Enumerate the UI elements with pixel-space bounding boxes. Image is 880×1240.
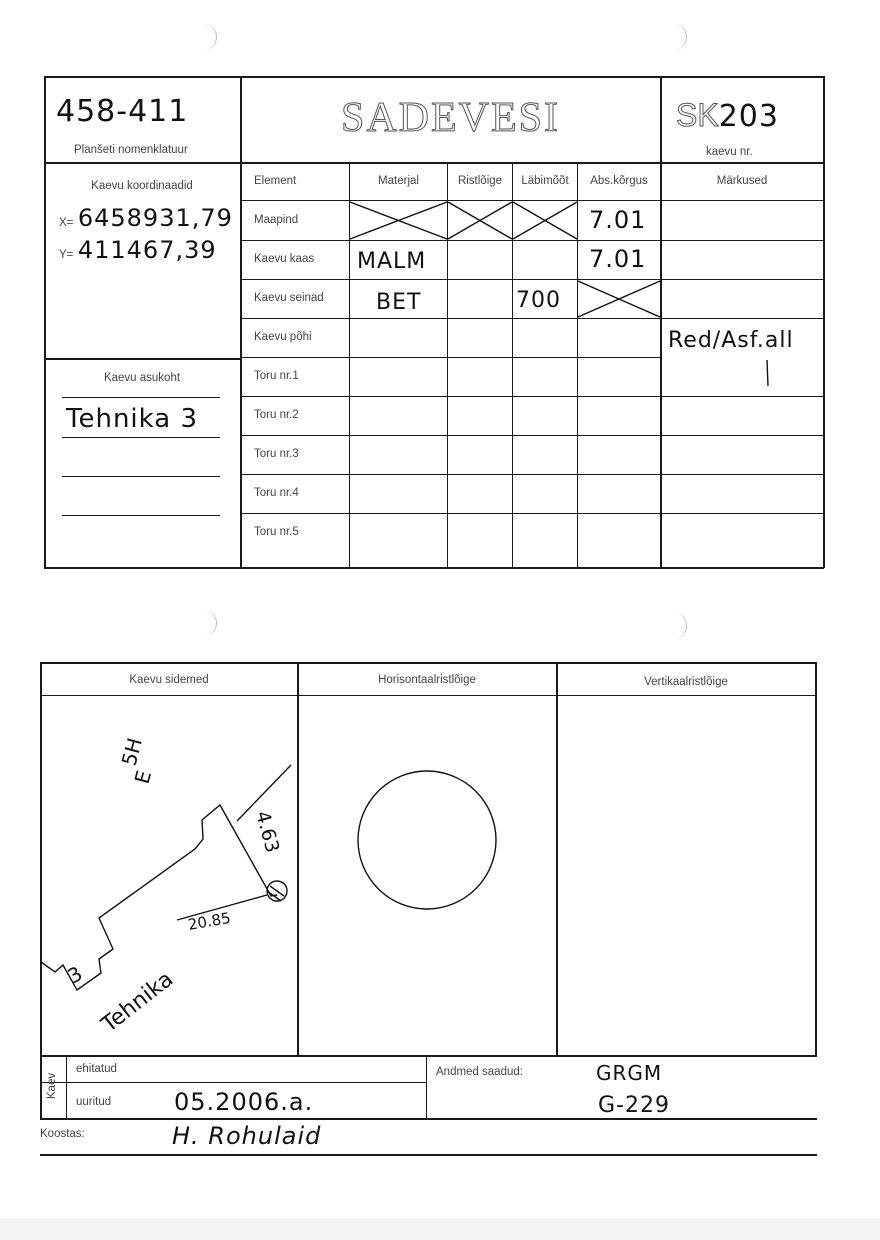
pohi-markused-value: Red/Asf.all <box>668 328 794 353</box>
seinad-materjal-value: BET <box>376 290 422 315</box>
koostas-label: Koostas: <box>40 1128 85 1140</box>
col-header-labimoot: Läbimõõt <box>521 175 569 187</box>
sketch-label-building: 5H <box>116 735 148 769</box>
col-header-materjal: Materjal <box>378 175 419 187</box>
row-label-toru-5: Toru nr.5 <box>254 526 299 538</box>
col-header-markused: Märkused <box>716 175 768 187</box>
scan-bottom-edge <box>0 1218 880 1240</box>
building-outline <box>41 805 277 990</box>
coord-x-value: 6458931,79 <box>77 204 233 232</box>
col-header-ristloige: Ristlõige <box>457 175 503 187</box>
sketch-label-house-no: 3 <box>63 961 87 989</box>
coords-label: Kaevu koordinaadid <box>91 180 193 192</box>
kaev-label: Kaev <box>46 1072 58 1100</box>
map-code-value: 458-411 <box>56 94 189 129</box>
location-label: Kaevu asukoht <box>103 372 181 384</box>
coord-x-prefix: X= <box>59 217 74 229</box>
location-value: Tehnika 3 <box>66 404 198 434</box>
punch-hole-mark <box>672 613 687 639</box>
row-label-toru-3: Toru nr.3 <box>254 448 299 460</box>
row-label-maapind: Maapind <box>254 214 299 226</box>
uuritud-label: uuritud <box>76 1096 112 1108</box>
col-label-horisontaalristloige: Horisontaalristlõige <box>378 674 476 686</box>
document-title: SADEVESI <box>340 95 560 141</box>
sketch-label-distance-1: 4.63 <box>251 808 284 856</box>
horizontal-cross-section <box>298 697 556 1055</box>
location-sketch <box>41 697 297 1055</box>
row-label-toru-2: Toru nr.2 <box>254 409 299 421</box>
sketch-label-street: Tehnika <box>97 966 179 1038</box>
coord-y-value: 411467,39 <box>77 236 217 264</box>
coord-y-prefix: Y= <box>59 249 74 261</box>
ehitatud-label: ehitatud <box>76 1063 117 1075</box>
row-label-toru-4: Toru nr.4 <box>254 487 299 499</box>
map-code-label: Planšeti nomenklatuur <box>74 144 188 156</box>
cross-out-marks <box>0 0 880 600</box>
seinad-labimoot-value: 700 <box>516 288 561 313</box>
well-circle <box>358 771 496 909</box>
col-header-element: Element <box>254 175 297 187</box>
maapind-abs-value: 7.01 <box>589 206 647 234</box>
row-label-kaevu-seinad: Kaevu seinad <box>254 292 324 304</box>
well-number-prefix: SK <box>676 97 719 133</box>
col-header-abs-korgus: Abs.kõrgus <box>590 175 648 187</box>
punch-hole-mark <box>202 610 217 636</box>
col-label-kaevu-sidemed: Kaevu sidemed <box>129 674 209 686</box>
uuritud-value: 05.2006.a. <box>174 1088 314 1116</box>
well-number-handwritten: 203 <box>718 99 779 134</box>
koostas-value: H. Rohulaid <box>172 1122 322 1150</box>
row-label-kaevu-pohi: Kaevu põhi <box>254 331 312 343</box>
well-number-label: kaevu nr. <box>706 146 753 158</box>
andmed-value-2: G-229 <box>598 1093 670 1118</box>
kaas-materjal-value: MALM <box>357 249 427 274</box>
row-label-kaevu-kaas: Kaevu kaas <box>254 253 315 265</box>
andmed-label: Andmed saadud: <box>436 1066 523 1078</box>
kaas-abs-value: 7.01 <box>589 245 647 273</box>
sketch-label-distance-2: 20.85 <box>186 908 232 934</box>
sketch-label-building-e: E <box>129 767 157 787</box>
andmed-value-1: GRGM <box>596 1061 663 1085</box>
row-label-toru-1: Toru nr.1 <box>254 370 299 382</box>
col-label-vertikaalristloige: Vertikaalristlõige <box>644 676 728 688</box>
